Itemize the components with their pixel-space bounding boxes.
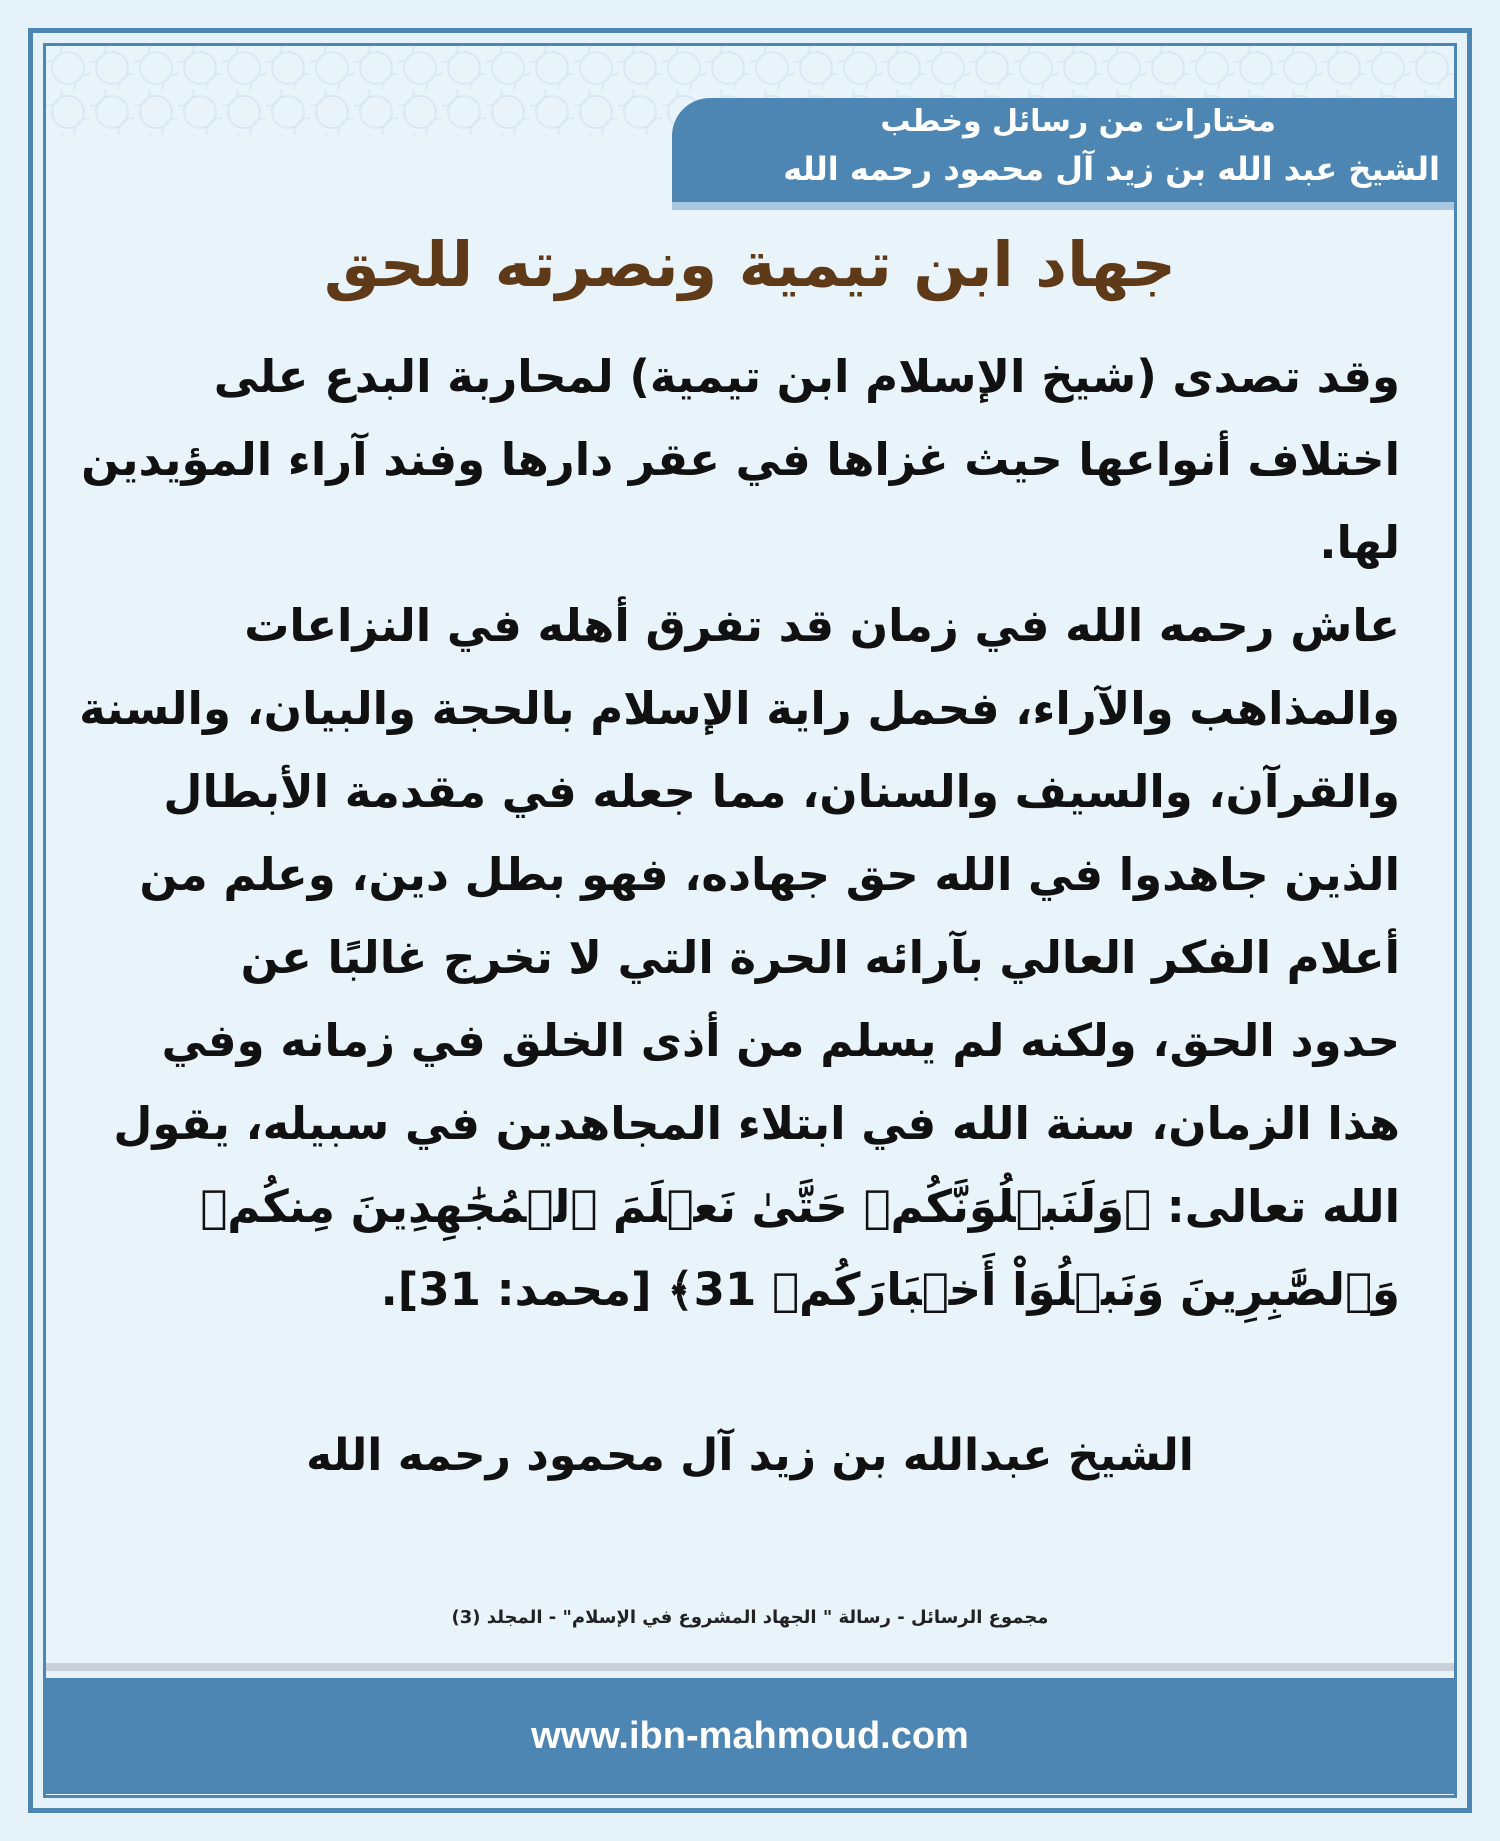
body-line: حدود الحق، ولكنه لم يسلم من أذى الخلق في زمانه وفي (161, 1014, 1400, 1067)
website-link[interactable]: www.ibn-mahmoud.com (531, 1715, 969, 1757)
article-title: جهاد ابن تيمية ونصرته للحق (324, 228, 1176, 301)
body-line: وَٱلصَّٰبِرِينَ وَنَبۡلُوَاْ أَخۡبَارَكُمۡ 31﴾ [محمد: 31]. (380, 1263, 1400, 1316)
footer-band (46, 1678, 1454, 1794)
body-line: والمذاهب والآراء، فحمل راية الإسلام بالحجة والبيان، والسنة (79, 682, 1400, 735)
body-line: لها. (1319, 516, 1400, 569)
body-line: والقرآن، والسيف والسنان، مما جعله في مقدمة الأبطال (163, 765, 1400, 818)
body-line: الله تعالى: ﴿وَلَنَبۡلُوَنَّكُمۡ حَتَّىٰ نَعۡلَمَ ٱلۡمُجَٰهِدِينَ مِنكُمۡ (200, 1180, 1400, 1233)
body-line: عاش رحمه الله في زمان قد تفرق أهله في النزاعات (244, 599, 1400, 652)
header-band (672, 98, 1454, 202)
author-signature: الشيخ عبدالله بن زيد آل محمود رحمه الله (306, 1430, 1194, 1481)
header-author: الشيخ عبد الله بن زيد آل محمود رحمه الله (783, 150, 1440, 188)
body-line: وقد تصدى (شيخ الإسلام ابن تيمية) لمحاربة البدع على (213, 350, 1400, 403)
header-series-title: مختارات من رسائل وخطب (880, 104, 1276, 139)
body-line: هذا الزمان، سنة الله في ابتلاء المجاهدين في سبيله، يقول (113, 1097, 1400, 1150)
source-citation: مجموع الرسائل - رسالة " الجهاد المشروع في الإسلام" - المجلد (3) (451, 1607, 1049, 1628)
article-body (79, 335, 1400, 1331)
body-line: أعلام الفكر العالي بآرائه الحرة التي لا تخرج غالبًا عن (240, 931, 1400, 984)
footer-divider (46, 1663, 1454, 1671)
body-line: الذين جاهدوا في الله حق جهاده، فهو بطل دين، وعلم من (139, 848, 1400, 901)
body-line: اختلاف أنواعها حيث غزاها في عقر دارها وفند آراء المؤيدين (81, 433, 1400, 486)
